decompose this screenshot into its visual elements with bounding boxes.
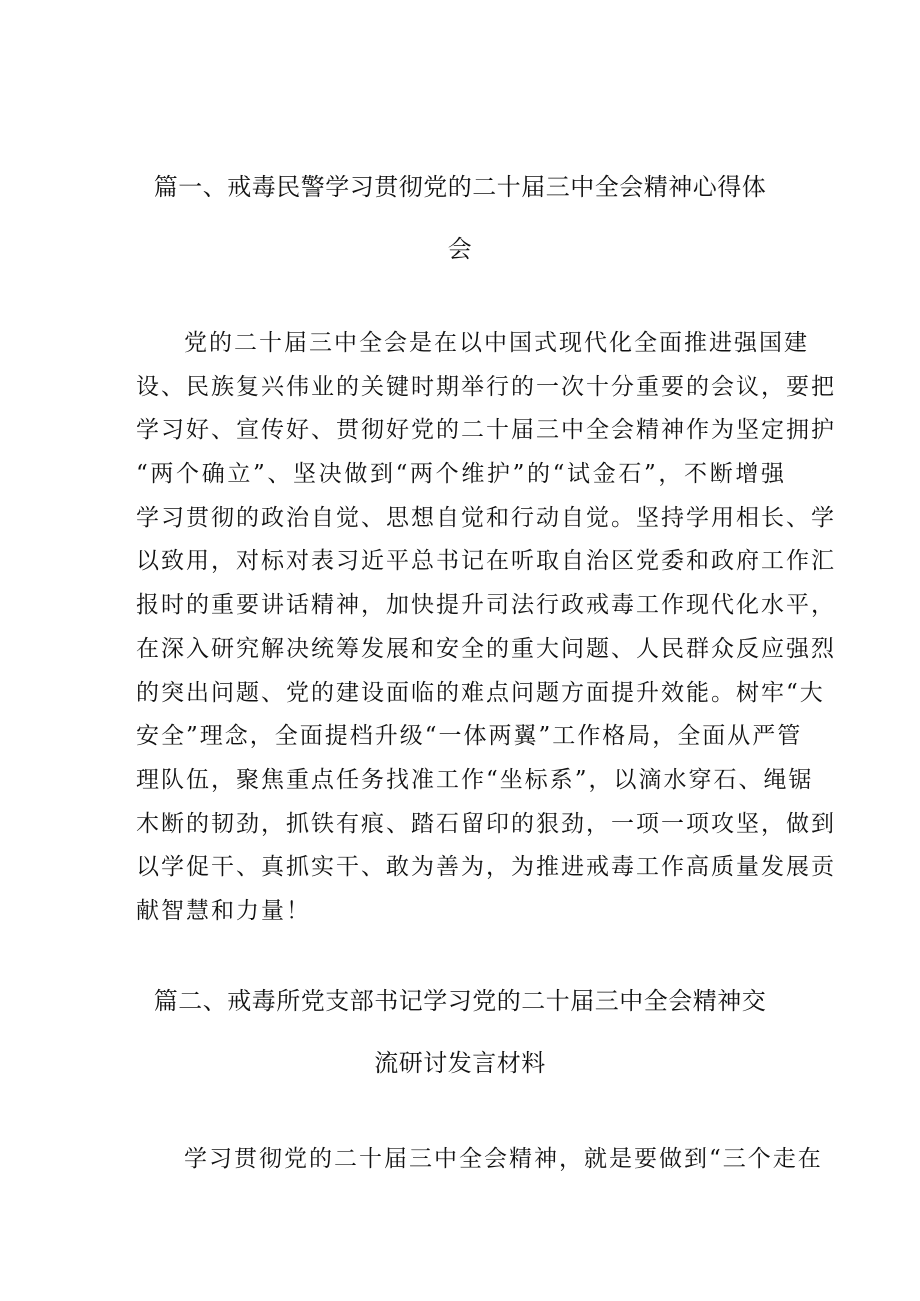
paragraph-line: 学习好、宣传好、贯彻好党的二十届三中全会精神作为坚定拥护 <box>136 417 836 444</box>
section-2-title <box>0 970 920 1094</box>
section-1-title <box>0 156 920 280</box>
title-line: 篇二、戒毒所党支部书记学习党的二十届三中全会精神交 <box>153 987 767 1015</box>
paragraph-line: 理队伍，聚焦重点任务找准工作“坐标系”，以滴水穿石、绳锯 <box>136 766 814 793</box>
paragraph-line: 设、民族复兴伟业的关键时期举行的一次十分重要的会议，要把 <box>136 373 836 400</box>
paragraph-line: 党的二十届三中全会是在以中国式现代化全面推进强国建 <box>184 330 809 356</box>
paragraph-line: 报时的重要讲话精神，加快提升司法行政戒毒工作现代化水平， <box>136 592 836 619</box>
paragraph-line: 安全”理念，全面提档升级“一体两翼”工作格局，全面从严管 <box>136 723 803 750</box>
paragraph-line: 以致用，对标对表习近平总书记在听取自治区党委和政府工作汇 <box>136 548 836 575</box>
paragraph-line: “两个确立”、坚决做到“两个维护”的“试金石”，不断增强 <box>136 461 786 488</box>
paragraph-line: 学习贯彻的政治自觉、思想自觉和行动自觉。坚持学用相长、学 <box>136 504 836 531</box>
paragraph-line: 在深入研究解决统筹发展和安全的重大问题、人民群众反应强烈 <box>136 635 836 662</box>
title-line: 流研讨发言材料 <box>374 1049 546 1077</box>
paragraph-line: 献智慧和力量！ <box>136 897 311 924</box>
title-line: 会 <box>447 235 473 263</box>
section-1-paragraph <box>136 322 836 934</box>
paragraph-line: 的突出问题、党的建设面临的难点问题方面提升效能。树牢“大 <box>136 679 825 706</box>
paragraph-line: 木断的韧劲，抓铁有痕、踏石留印的狠劲，一项一项攻坚，做到 <box>136 810 836 837</box>
paragraph-line: 学习贯彻党的二十届三中全会精神，就是要做到“三个走在 <box>184 1146 823 1172</box>
title-line: 篇一、戒毒民警学习贯彻党的二十届三中全会精神心得体 <box>153 173 767 201</box>
section-2-paragraph <box>136 1138 823 1182</box>
paragraph-line: 以学促干、真抓实干、敢为善为，为推进戒毒工作高质量发展贡 <box>136 854 836 881</box>
